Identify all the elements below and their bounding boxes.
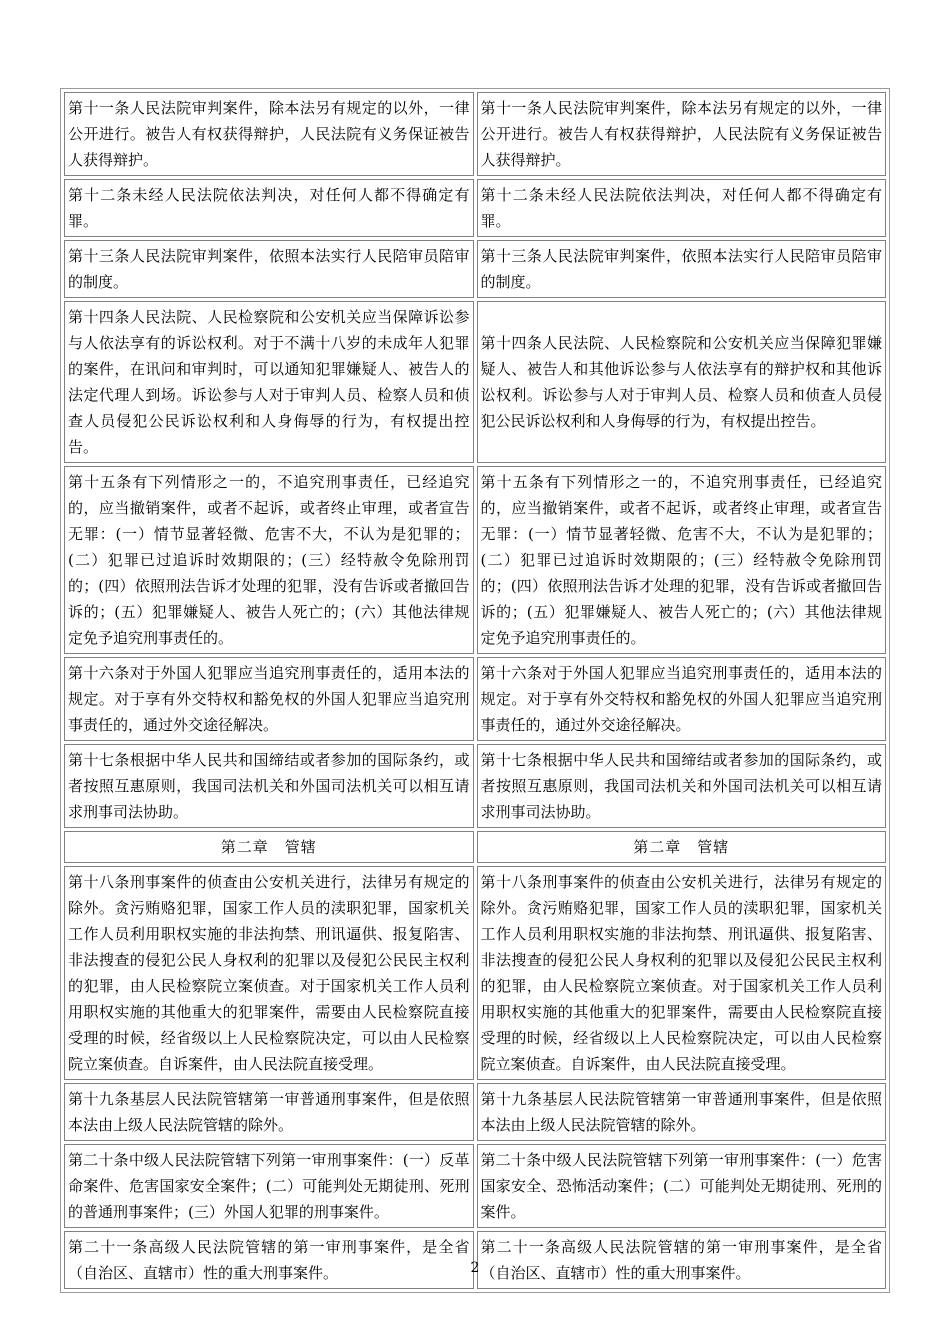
table-row (64, 92, 886, 176)
old-law-cell: 第十四条人民法院、人民检察院和公安机关应当保障诉讼参与人依法享有的诉讼权利。对于不满十八岁的未成年人犯罪的案件，在讯问和审判时，可以通知犯罪嫌疑人、被告人的法定代理人到场。诉讼参与人对于审判人员、检察人员和侦查人员侵犯公民诉讼权利和人身侮辱的行为，有权提出控告。 (64, 301, 474, 463)
table-row (64, 301, 886, 463)
new-law-chapter-heading: 第二章 管辖 (477, 831, 887, 863)
old-law-chapter-heading: 第二章 管辖 (64, 831, 474, 863)
new-law-cell: 第十六条对于外国人犯罪应当追究刑事责任的，适用本法的规定。对于享有外交特权和豁免权的外国人犯罪应当追究刑事责任的，通过外交途径解决。 (477, 657, 887, 741)
new-law-cell: 第十七条根据中华人民共和国缔结或者参加的国际条约，或者按照互惠原则，我国司法机关和外国司法机关可以相互请求刑事司法协助。 (477, 744, 887, 828)
table-row (64, 1083, 886, 1141)
old-law-cell: 第十七条根据中华人民共和国缔结或者参加的国际条约，或者按照互惠原则，我国司法机关和外国司法机关可以相互请求刑事司法协助。 (64, 744, 474, 828)
old-law-cell: 第十九条基层人民法院管辖第一审普通刑事案件，但是依照本法由上级人民法院管辖的除外。 (64, 1083, 474, 1141)
new-law-cell: 第十九条基层人民法院管辖第一审普通刑事案件，但是依照本法由上级人民法院管辖的除外。 (477, 1083, 887, 1141)
old-law-cell: 第十一条人民法院审判案件，除本法另有规定的以外，一律公开进行。被告人有权获得辩护，人民法院有义务保证被告人获得辩护。 (64, 92, 474, 176)
old-law-cell: 第十五条有下列情形之一的，不追究刑事责任，已经追究的，应当撤销案件，或者不起诉，或者终止审理，或者宣告无罪：(一）情节显著轻微、危害不大，不认为是犯罪的；(二）犯罪已过追诉时效期限的；(三）经特赦令免除刑罚的；(四）依照刑法告诉才处理的犯罪，没有告诉或者撤回告诉的；(五）犯罪嫌疑人、被告人死亡的；(六）其他法律规定免予追究刑事责任的。 (64, 466, 474, 654)
new-law-cell: 第十三条人民法院审判案件，依照本法实行人民陪审员陪审的制度。 (477, 240, 887, 298)
old-law-cell: 第二十一条高级人民法院管辖的第一审刑事案件，是全省（自治区、直辖市）性的重大刑事案件。 (64, 1231, 474, 1289)
old-law-cell: 第十六条对于外国人犯罪应当追究刑事责任的，适用本法的规定。对于享有外交特权和豁免权的外国人犯罪应当追究刑事责任的，通过外交途径解决。 (64, 657, 474, 741)
old-law-cell: 第二十条中级人民法院管辖下列第一审刑事案件：(一）反革命案件、危害国家安全案件；(二）可能判处无期徒刑、死刑的普通刑事案件；(三）外国人犯罪的刑事案件。 (64, 1144, 474, 1228)
new-law-cell: 第十五条有下列情形之一的，不追究刑事责任，已经追究的，应当撤销案件，或者不起诉，或者终止审理，或者宣告无罪：(一）情节显著轻微、危害不大，不认为是犯罪的；(二）犯罪已过追诉时效期限的；(三）经特赦令免除刑罚的；(四）依照刑法告诉才处理的犯罪，没有告诉或者撤回告诉的；(五）犯罪嫌疑人、被告人死亡的；(六）其他法律规定免予追究刑事责任的。 (477, 466, 887, 654)
table-row (64, 657, 886, 741)
new-law-cell: 第十二条未经人民法院依法判决，对任何人都不得确定有罪。 (477, 179, 887, 237)
page-number: 2 (470, 1260, 480, 1276)
new-law-cell: 第十四条人民法院、人民检察院和公安机关应当保障犯罪嫌疑人、被告人和其他诉讼参与人依法享有的辩护权和其他诉讼权利。诉讼参与人对于审判人员、检察人员和侦查人员侵犯公民诉讼权利和人身侮辱的行为，有权提出控告。 (477, 301, 887, 463)
new-law-cell: 第十八条刑事案件的侦查由公安机关进行，法律另有规定的除外。贪污贿赂犯罪，国家工作人员的渎职犯罪，国家机关工作人员利用职权实施的非法拘禁、刑讯逼供、报复陷害、非法搜查的侵犯公民人身权利的犯罪以及侵犯公民民主权利的犯罪，由人民检察院立案侦查。对于国家机关工作人员利用职权实施的其他重大的犯罪案件，需要由人民检察院直接受理的时候，经省级以上人民检察院决定，可以由人民检察院立案侦查。自诉案件，由人民法院直接受理。 (477, 866, 887, 1080)
table-row (64, 866, 886, 1080)
new-law-cell: 第十一条人民法院审判案件，除本法另有规定的以外，一律公开进行。被告人有权获得辩护，人民法院有义务保证被告人获得辩护。 (477, 92, 887, 176)
comparison-table (60, 88, 890, 1293)
table-row (64, 179, 886, 237)
table-row (64, 1144, 886, 1228)
old-law-cell: 第十二条未经人民法院依法判决，对任何人都不得确定有罪。 (64, 179, 474, 237)
old-law-cell: 第十三条人民法院审判案件，依照本法实行人民陪审员陪审的制度。 (64, 240, 474, 298)
new-law-cell: 第二十一条高级人民法院管辖的第一审刑事案件，是全省（自治区、直辖市）性的重大刑事案件。 (477, 1231, 887, 1289)
table-row (64, 466, 886, 654)
old-law-cell: 第十八条刑事案件的侦查由公安机关进行，法律另有规定的除外。贪污贿赂犯罪，国家工作人员的渎职犯罪，国家机关工作人员利用职权实施的非法拘禁、刑讯逼供、报复陷害、非法搜查的侵犯公民人身权利的犯罪以及侵犯公民民主权利的犯罪，由人民检察院立案侦查。对于国家机关工作人员利用职权实施的其他重大的犯罪案件，需要由人民检察院直接受理的时候，经省级以上人民检察院决定，可以由人民检察院立案侦查。自诉案件，由人民法院直接受理。 (64, 866, 474, 1080)
new-law-cell: 第二十条中级人民法院管辖下列第一审刑事案件：(一）危害国家安全、恐怖活动案件；(二）可能判处无期徒刑、死刑的案件。 (477, 1144, 887, 1228)
table-row (64, 240, 886, 298)
chapter-heading-row (64, 831, 886, 863)
table-row (64, 744, 886, 828)
